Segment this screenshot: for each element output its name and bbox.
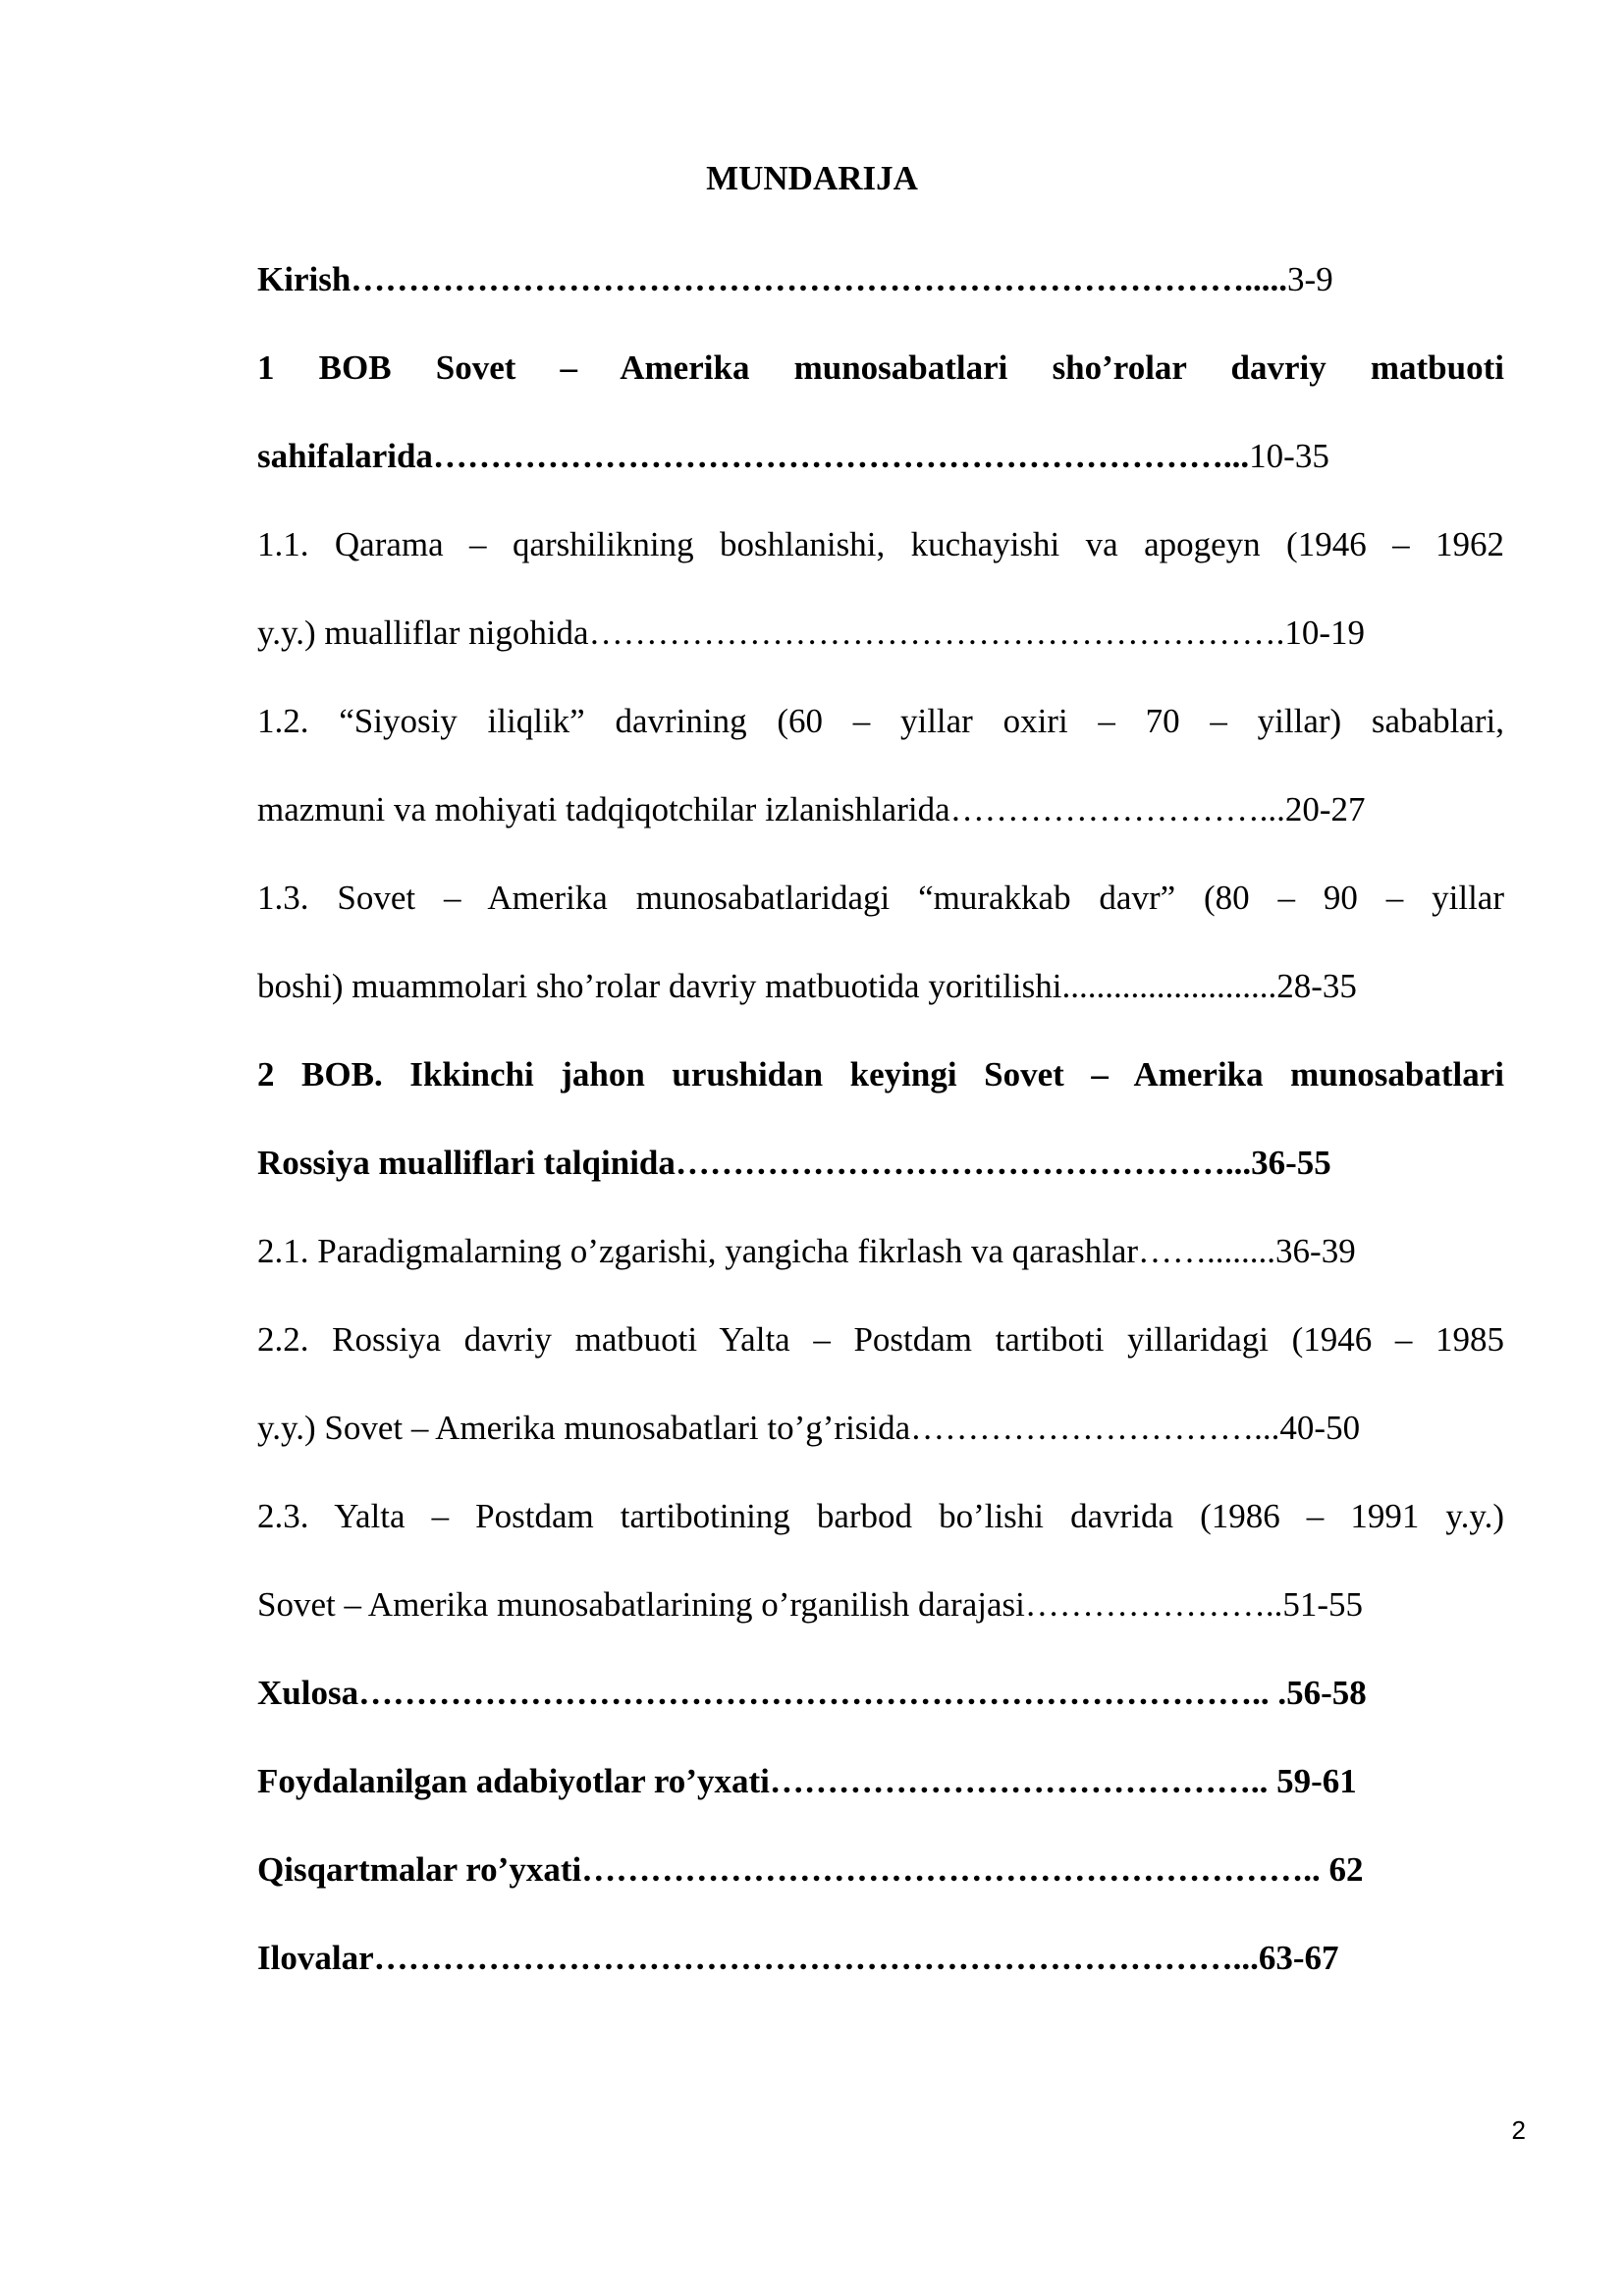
toc-entry-text: Kirish……………………………………………………………………..... — [257, 260, 1288, 298]
toc-entry-text: 2.3. Yalta – Postdam tartibotining barbod bo’lishi davrida (1986 – 1991 y.y.) — [257, 1497, 1504, 1535]
page-title: MUNDARIJA — [706, 159, 918, 197]
toc-entry-qisqartmalar[interactable] — [257, 1826, 1504, 1914]
toc-entry-ilovalar[interactable] — [257, 1914, 1504, 2002]
toc-entry-chapter-1[interactable] — [257, 324, 1504, 412]
toc-entry-1-1-cont[interactable] — [257, 589, 1504, 677]
toc-entry-text: sahifalarida……………………………………………………………... — [257, 437, 1250, 475]
toc-entry-page: 59-61 — [1276, 1762, 1357, 1800]
toc-entry-page: 51-55 — [1282, 1585, 1363, 1624]
toc-entry-text: y.y.) Sovet – Amerika munosabatlari to’g’risida…………………………... — [257, 1409, 1280, 1447]
toc-entry-page: 62 — [1328, 1850, 1364, 1889]
toc-entry-xulosa[interactable] — [257, 1649, 1504, 1737]
toc-entry-kirish[interactable] — [257, 236, 1504, 324]
toc-entry-text: mazmuni va mohiyati tadqiqotchilar izlanishlarida………………………... — [257, 790, 1285, 828]
toc-entry-1-3-cont[interactable] — [257, 942, 1504, 1031]
toc-entry-text: 1.3. Sovet – Amerika munosabatlaridagi “murakkab davr” (80 – 90 – yillar — [257, 879, 1504, 917]
toc-entry-page: 56-58 — [1286, 1674, 1367, 1712]
toc-entry-text: Sovet – Amerika munosabatlarining o’rganilish darajasi………………….. — [257, 1585, 1283, 1624]
toc-entry-text: 2.2. Rossiya davriy matbuoti Yalta – Postdam tartiboti yillaridagi (1946 – 1985 — [257, 1320, 1504, 1359]
table-of-contents — [257, 236, 1504, 2002]
toc-entry-page: 20-27 — [1284, 790, 1366, 828]
toc-entry-text: boshi) muammolari sho’rolar davriy matbuotida yoritilishi......................... — [257, 967, 1277, 1005]
toc-entry-text: 1.2. “Siyosiy iliqlik” davrining (60 – yillar oxiri – 70 – yillar) sabablari, — [257, 702, 1504, 740]
toc-entry-1-2-cont[interactable] — [257, 766, 1504, 854]
toc-entry-1-2[interactable] — [257, 677, 1504, 766]
toc-entry-page: 40-50 — [1279, 1409, 1361, 1447]
toc-entry-page: 28-35 — [1276, 967, 1357, 1005]
toc-entry-1-3[interactable] — [257, 854, 1504, 942]
toc-entry-text: Xulosa…………………………………………………………………….. . — [257, 1674, 1287, 1712]
toc-entry-text: 2 BOB. Ikkinchi jahon urushidan keyingi Sovet – Amerika munosabatlari — [257, 1055, 1504, 1094]
toc-entry-chapter-2[interactable] — [257, 1031, 1504, 1119]
toc-entry-2-3[interactable] — [257, 1472, 1504, 1561]
toc-entry-text: 1.1. Qarama – qarshilikning boshlanishi, kuchayishi va apogeyn (1946 – 1962 — [257, 525, 1504, 563]
toc-entry-text: 1 BOB Sovet – Amerika munosabatlari sho’rolar davriy matbuoti — [257, 348, 1504, 387]
toc-entry-page: 10-35 — [1249, 437, 1329, 475]
toc-entry-2-3-cont[interactable] — [257, 1561, 1504, 1649]
toc-entry-text: Qisqartmalar ro’yxati……………………………………………………….. — [257, 1850, 1329, 1889]
page-number: 2 — [1511, 2115, 1526, 2145]
toc-entry-text: Rossiya mualliflari talqinida…………………………………………... — [257, 1144, 1252, 1182]
toc-entry-2-1[interactable] — [257, 1207, 1504, 1296]
toc-entry-text: 2.1. Paradigmalarning o’zgarishi, yangicha fikrlash va qarashlar……........ — [257, 1232, 1276, 1270]
toc-entry-page: 3-9 — [1287, 260, 1333, 298]
toc-entry-2-2[interactable] — [257, 1296, 1504, 1384]
toc-entry-1-1[interactable] — [257, 501, 1504, 589]
toc-entry-page: 10-19 — [1284, 614, 1365, 652]
toc-entry-page: ..63-67 — [1241, 1939, 1339, 1977]
toc-entry-page: 36-39 — [1275, 1232, 1356, 1270]
toc-entry-text: y.y.) mualliflar nigohida……………………………………………………. — [257, 614, 1285, 652]
toc-entry-chapter-2-cont[interactable] — [257, 1119, 1504, 1207]
toc-entry-page: 36-55 — [1251, 1144, 1331, 1182]
toc-entry-adabiyotlar[interactable] — [257, 1737, 1504, 1826]
toc-entry-2-2-cont[interactable] — [257, 1384, 1504, 1472]
toc-entry-text: Foydalanilgan adabiyotlar ro’yxati…………………………………….. — [257, 1762, 1277, 1800]
toc-entry-text: Ilovalar…………………………………………………………………. — [257, 1939, 1242, 1977]
toc-entry-chapter-1-cont[interactable] — [257, 412, 1504, 501]
